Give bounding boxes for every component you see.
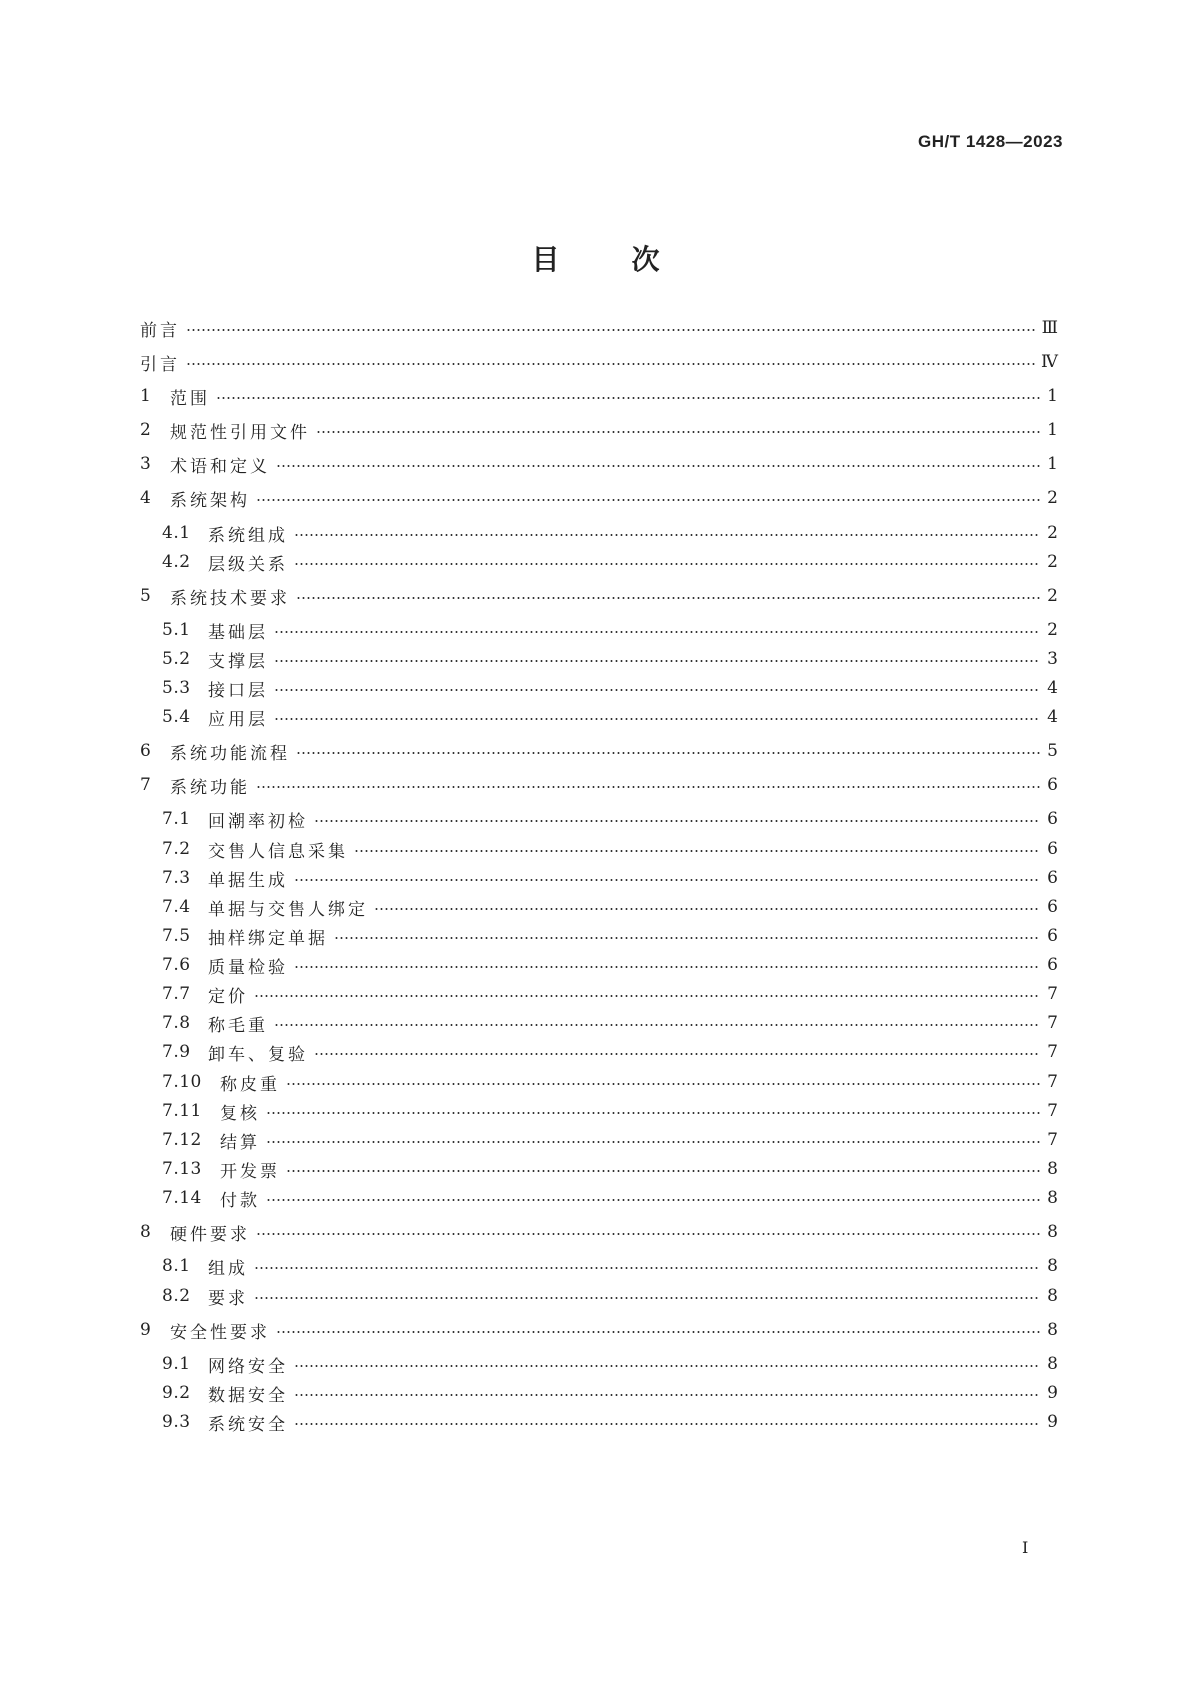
- toc-entry[interactable]: [162, 702, 1058, 732]
- toc-entry-number: 7.14: [162, 1188, 202, 1208]
- toc-entry-title: 前言: [140, 320, 180, 341]
- toc-entry-number: 9: [140, 1320, 152, 1340]
- toc-entry[interactable]: [140, 770, 1058, 800]
- toc-entry-page: 7: [1047, 1042, 1058, 1062]
- dot-leader: [286, 1083, 1040, 1085]
- toc-entry-number: 7.5: [162, 926, 191, 946]
- toc-entry-number: 6: [140, 741, 152, 761]
- toc-entry-number: 5.1: [162, 620, 191, 640]
- toc-entry-title: 复核: [220, 1103, 260, 1124]
- toc-entry-page: 7: [1047, 1130, 1058, 1150]
- toc-entry-number: 7.9: [162, 1042, 191, 1062]
- dot-leader: [294, 966, 1040, 968]
- toc-entry-title: 定价: [208, 986, 248, 1007]
- toc-entry-page: 6: [1047, 839, 1058, 859]
- toc-entry[interactable]: [140, 736, 1058, 766]
- toc-entry-number: 7.4: [162, 897, 191, 917]
- dot-leader: [286, 1170, 1040, 1172]
- dot-leader: [296, 597, 1040, 599]
- toc-entry-number: 7.1: [162, 809, 191, 829]
- toc-entry[interactable]: [162, 1067, 1058, 1097]
- toc-entry-page: 8: [1047, 1159, 1058, 1179]
- toc-entry-title: 系统安全: [208, 1414, 288, 1435]
- toc-entry-page: 8: [1047, 1286, 1058, 1306]
- toc-entry-number: 7.13: [162, 1159, 202, 1179]
- toc-entry[interactable]: [162, 1125, 1058, 1155]
- dot-leader: [266, 1199, 1040, 1201]
- toc-entry-page: 4: [1047, 707, 1058, 727]
- toc-entry-page: Ⅲ: [1041, 318, 1058, 338]
- toc-entry[interactable]: [162, 892, 1058, 922]
- toc-entry-number: 4.1: [162, 523, 191, 543]
- toc-entry-title: 系统功能流程: [170, 743, 290, 764]
- toc-entry[interactable]: [140, 1315, 1058, 1345]
- toc-entry-page: 2: [1047, 523, 1058, 543]
- toc-entry[interactable]: [162, 644, 1058, 674]
- dot-leader: [256, 1233, 1040, 1235]
- toc-entry-title: 交售人信息采集: [208, 841, 348, 862]
- toc-entry[interactable]: [140, 347, 1058, 377]
- toc-entry-number: 7.3: [162, 868, 191, 888]
- toc-entry[interactable]: [140, 449, 1058, 479]
- toc-entry-page: 9: [1047, 1412, 1058, 1432]
- dot-leader: [334, 937, 1040, 939]
- dot-leader: [274, 631, 1040, 633]
- toc-entry[interactable]: [162, 615, 1058, 645]
- toc-entry-page: 7: [1047, 1013, 1058, 1033]
- toc-entry-number: 9.3: [162, 1412, 191, 1432]
- dot-leader: [276, 465, 1040, 467]
- toc-entry-number: 4.2: [162, 552, 191, 572]
- dot-leader: [266, 1141, 1040, 1143]
- toc-entry-number: 5.3: [162, 678, 191, 698]
- toc-entry[interactable]: [162, 518, 1058, 548]
- dot-leader: [254, 1297, 1040, 1299]
- toc-entry-page: 6: [1047, 897, 1058, 917]
- dot-leader: [276, 1331, 1040, 1333]
- toc-entry-page: 3: [1047, 649, 1058, 669]
- toc-entry-page: 8: [1047, 1188, 1058, 1208]
- toc-entry-page: 8: [1047, 1256, 1058, 1276]
- toc-entry-title: 网络安全: [208, 1356, 288, 1377]
- toc-entry[interactable]: [162, 1008, 1058, 1038]
- toc-entry[interactable]: [162, 804, 1058, 834]
- page-number: I: [1022, 1538, 1029, 1557]
- dot-leader: [314, 1053, 1040, 1055]
- dot-leader: [216, 397, 1040, 399]
- toc-entry-title: 结算: [220, 1132, 260, 1153]
- toc-entry-page: 8: [1047, 1354, 1058, 1374]
- title-char-1: 目: [531, 243, 560, 276]
- toc-entry-title: 称毛重: [208, 1015, 268, 1036]
- toc-entry[interactable]: [162, 950, 1058, 980]
- toc-entry[interactable]: [162, 921, 1058, 951]
- toc-entry-page: Ⅳ: [1041, 352, 1058, 372]
- toc-entry-title: 开发票: [220, 1161, 280, 1182]
- toc-entry-page: 6: [1047, 809, 1058, 829]
- toc-entry-title: 单据与交售人绑定: [208, 899, 368, 920]
- toc-entry-title: 卸车、复验: [208, 1044, 308, 1065]
- toc-entry[interactable]: [140, 313, 1058, 343]
- toc-entry-title: 付款: [220, 1190, 260, 1211]
- dot-leader: [186, 329, 1036, 331]
- toc-entry-number: 7: [140, 775, 152, 795]
- toc-entry-number: 5.2: [162, 649, 191, 669]
- toc-entry-number: 9.2: [162, 1383, 191, 1403]
- toc-entry-number: 8: [140, 1222, 152, 1242]
- toc-entry-number: 7.6: [162, 955, 191, 975]
- toc-entry[interactable]: [162, 547, 1058, 577]
- toc-entry-title: 硬件要求: [170, 1224, 250, 1245]
- toc-entry-number: 9.1: [162, 1354, 191, 1374]
- page-title: [0, 238, 1191, 278]
- toc-entry-number: 7.7: [162, 984, 191, 1004]
- dot-leader: [294, 563, 1040, 565]
- toc-entry-number: 5.4: [162, 707, 191, 727]
- toc-entry-title: 支撑层: [208, 651, 268, 672]
- dot-leader: [254, 995, 1040, 997]
- toc-entry-page: 7: [1047, 1072, 1058, 1092]
- toc-entry-page: 2: [1047, 586, 1058, 606]
- toc-entry-page: 6: [1047, 775, 1058, 795]
- toc-entry[interactable]: [162, 863, 1058, 893]
- toc-entry-title: 应用层: [208, 709, 268, 730]
- dot-leader: [294, 1365, 1040, 1367]
- toc-entry-page: 7: [1047, 1101, 1058, 1121]
- toc-entry[interactable]: [162, 673, 1058, 703]
- toc-entry-page: 1: [1047, 420, 1058, 440]
- dot-leader: [294, 879, 1040, 881]
- toc-entry-page: 2: [1047, 620, 1058, 640]
- dot-leader: [186, 363, 1035, 365]
- toc-entry-page: 6: [1047, 955, 1058, 975]
- toc-entry[interactable]: [162, 1037, 1058, 1067]
- toc-entry-page: 6: [1047, 926, 1058, 946]
- dot-leader: [274, 660, 1040, 662]
- toc-entry-page: 5: [1047, 741, 1058, 761]
- toc-entry[interactable]: [140, 381, 1058, 411]
- toc-entry-title: 规范性引用文件: [170, 422, 310, 443]
- dot-leader: [254, 1267, 1040, 1269]
- toc-entry[interactable]: [140, 483, 1058, 513]
- toc-entry-number: 7.12: [162, 1130, 202, 1150]
- toc-entry-page: 8: [1047, 1320, 1058, 1340]
- toc-entry[interactable]: [162, 979, 1058, 1009]
- toc-entry-title: 系统技术要求: [170, 588, 290, 609]
- toc-entry-page: 9: [1047, 1383, 1058, 1403]
- toc-entry-title: 质量检验: [208, 957, 288, 978]
- toc-entry-title: 要求: [208, 1288, 248, 1309]
- toc-entry[interactable]: [140, 415, 1058, 445]
- toc-entry-title: 层级关系: [208, 554, 288, 575]
- toc-entry[interactable]: [162, 1096, 1058, 1126]
- toc-entry-title: 接口层: [208, 680, 268, 701]
- dot-leader: [256, 499, 1040, 501]
- toc-entry-number: 3: [140, 454, 152, 474]
- dot-leader: [274, 1024, 1040, 1026]
- toc-entry-page: 1: [1047, 386, 1058, 406]
- toc-entry-page: 7: [1047, 984, 1058, 1004]
- dot-leader: [294, 534, 1040, 536]
- toc-entry[interactable]: [140, 1217, 1058, 1247]
- toc-entry-page: 2: [1047, 552, 1058, 572]
- toc-entry-title: 系统组成: [208, 525, 288, 546]
- toc-entry-title: 基础层: [208, 622, 268, 643]
- toc-entry-title: 抽样绑定单据: [208, 928, 328, 949]
- toc-entry[interactable]: [162, 1349, 1058, 1379]
- toc-entry-number: 8.1: [162, 1256, 191, 1276]
- dot-leader: [314, 820, 1040, 822]
- dot-leader: [374, 908, 1040, 910]
- toc-entry-number: 2: [140, 420, 152, 440]
- toc-entry-title: 组成: [208, 1258, 248, 1279]
- toc-entry-page: 1: [1047, 454, 1058, 474]
- standard-code: GH/T 1428—2023: [918, 132, 1063, 151]
- dot-leader: [266, 1112, 1040, 1114]
- dot-leader: [274, 689, 1040, 691]
- toc-entry-number: 4: [140, 488, 152, 508]
- toc-entry-title: 术语和定义: [170, 456, 270, 477]
- toc-entry[interactable]: [162, 1407, 1058, 1437]
- dot-leader: [296, 752, 1040, 754]
- toc-entry[interactable]: [140, 581, 1058, 611]
- dot-leader: [294, 1394, 1040, 1396]
- toc-entry-page: 6: [1047, 868, 1058, 888]
- toc-entry-number: 1: [140, 386, 152, 406]
- toc-entry[interactable]: [162, 1154, 1058, 1184]
- toc-entry-number: 7.11: [162, 1101, 202, 1121]
- toc-entry-page: 2: [1047, 488, 1058, 508]
- toc-entry-title: 系统架构: [170, 490, 250, 511]
- toc-entry-number: 7.10: [162, 1072, 202, 1092]
- dot-leader: [256, 786, 1040, 788]
- toc-entry[interactable]: [162, 834, 1058, 864]
- dot-leader: [294, 1423, 1040, 1425]
- toc-entry[interactable]: [162, 1183, 1058, 1213]
- toc-entry-title: 单据生成: [208, 870, 288, 891]
- title-char-2: 次: [631, 243, 660, 276]
- toc-entry-page: 8: [1047, 1222, 1058, 1242]
- toc-entry-title: 引言: [140, 354, 180, 375]
- toc-entry-number: 8.2: [162, 1286, 191, 1306]
- toc-entry-number: 5: [140, 586, 152, 606]
- dot-leader: [316, 431, 1040, 433]
- toc-entry-title: 回潮率初检: [208, 811, 308, 832]
- toc-entry-number: 7.2: [162, 839, 191, 859]
- toc-entry[interactable]: [162, 1281, 1058, 1311]
- dot-leader: [354, 850, 1040, 852]
- toc-entry[interactable]: [162, 1251, 1058, 1281]
- toc-entry-title: 称皮重: [220, 1074, 280, 1095]
- dot-leader: [274, 718, 1040, 720]
- toc-entry-page: 4: [1047, 678, 1058, 698]
- toc-entry[interactable]: [162, 1378, 1058, 1408]
- toc-entry-title: 范围: [170, 388, 210, 409]
- toc-entry-title: 数据安全: [208, 1385, 288, 1406]
- toc-entry-number: 7.8: [162, 1013, 191, 1033]
- toc-entry-title: 系统功能: [170, 777, 250, 798]
- toc-entry-title: 安全性要求: [170, 1322, 270, 1343]
